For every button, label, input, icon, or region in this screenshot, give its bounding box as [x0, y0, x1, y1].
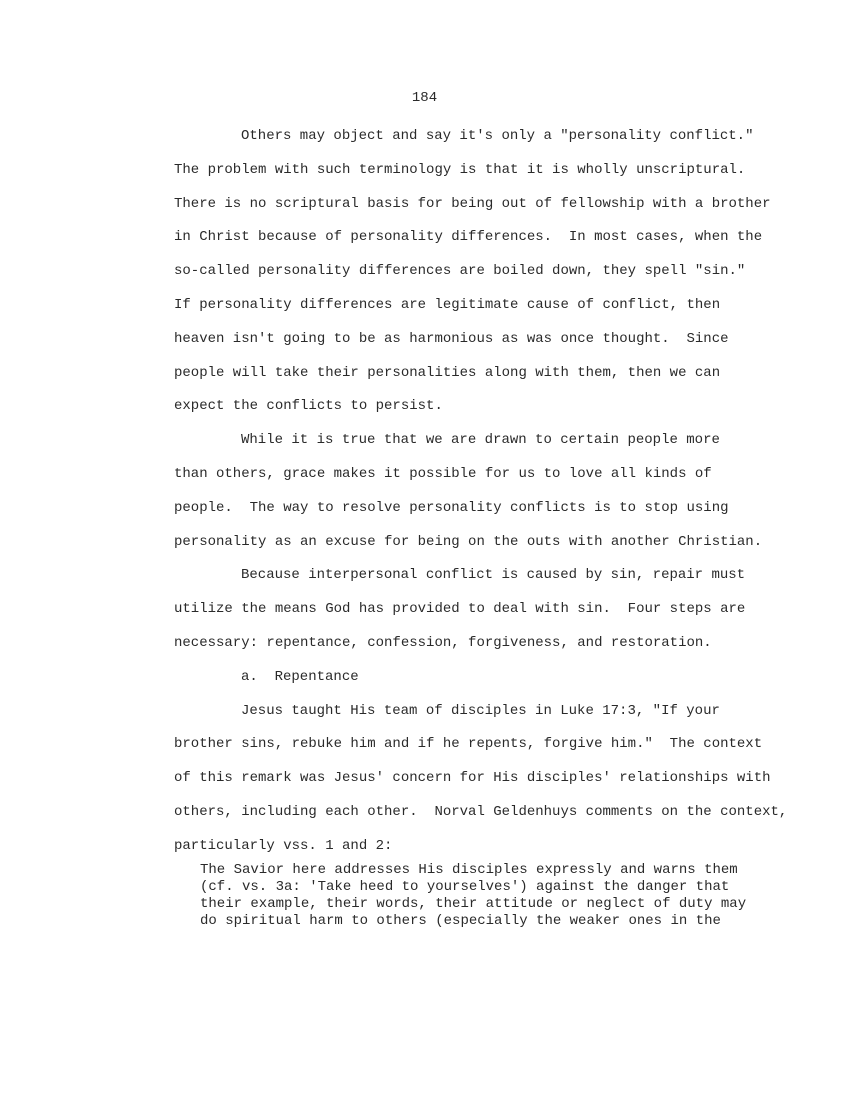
text-line: in Christ because of personality differences. In most cases, when the [174, 229, 763, 246]
text-line: While it is true that we are drawn to certain people more [241, 432, 720, 449]
block-quote [200, 862, 820, 930]
paragraph-3 [174, 559, 814, 660]
body-text [174, 120, 814, 864]
text-line: Jesus taught His team of disciples in Luke 17:3, "If your [241, 702, 720, 719]
text-line: necessary: repentance, confession, forgiveness, and restoration. [174, 634, 712, 651]
text-line: so-called personality differences are boiled down, they spell "sin." [174, 263, 746, 280]
text-line: Because interpersonal conflict is caused by sin, repair must [241, 567, 746, 584]
text-line: heaven isn't going to be as harmonious as was once thought. Since [174, 330, 729, 347]
text-line: particularly vss. 1 and 2: [174, 837, 393, 854]
text-line: Others may object and say it's only a "personality conflict." [241, 128, 754, 144]
text-line: of this remark was Jesus' concern for His disciples' relationships with [174, 770, 771, 787]
paragraph-1 [174, 120, 814, 424]
quote-line: do spiritual harm to others (especially the weaker ones in the [200, 913, 721, 929]
paragraph-2 [174, 424, 814, 559]
section-heading-text: a. Repentance [241, 668, 359, 685]
quote-line: (cf. vs. 3a: 'Take heed to yourselves') against the danger that [200, 879, 730, 895]
paragraph-4 [174, 695, 814, 864]
text-line: expect the conflicts to persist. [174, 398, 443, 415]
text-line: If personality differences are legitimate cause of conflict, then [174, 296, 721, 313]
section-heading [174, 661, 814, 695]
page-number: 184 [411, 90, 438, 106]
text-line: brother sins, rebuke him and if he repents, forgive him." The context [174, 736, 763, 753]
text-line: people. The way to resolve personality conflicts is to stop using [174, 499, 729, 516]
quote-line: The Savior here addresses His disciples expressly and warns them [200, 862, 738, 878]
text-line: utilize the means God has provided to deal with sin. Four steps are [174, 601, 746, 618]
quote-line: their example, their words, their attitude or neglect of duty may [200, 896, 747, 912]
text-line: than others, grace makes it possible for us to love all kinds of [174, 465, 712, 482]
text-line: people will take their personalities along with them, then we can [174, 364, 721, 381]
text-line: There is no scriptural basis for being out of fellowship with a brother [174, 195, 771, 212]
text-line: The problem with such terminology is that it is wholly unscriptural. [174, 161, 746, 178]
text-line: personality as an excuse for being on the outs with another Christian. [174, 533, 763, 550]
text-line: others, including each other. Norval Geldenhuys comments on the context, [174, 803, 788, 820]
